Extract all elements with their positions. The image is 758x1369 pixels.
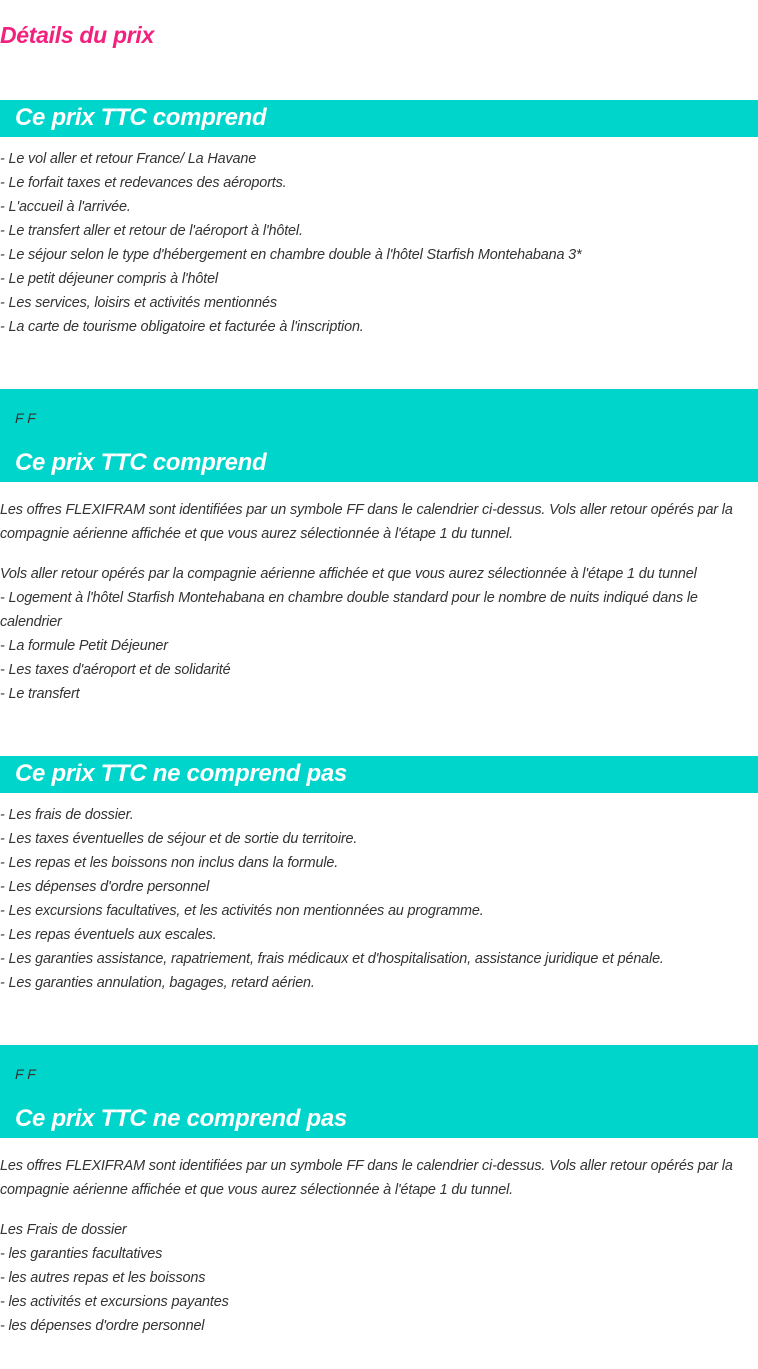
section-title: Ce prix TTC ne comprend pas: [15, 1105, 347, 1132]
list-item: - Le vol aller et retour France/ La Havane: [0, 151, 257, 167]
ff-includes-text: [0, 498, 740, 706]
list-item: - Les repas éventuels aux escales.: [0, 927, 217, 943]
ff-code-label: F F: [15, 410, 36, 426]
ff-code-label: F F: [15, 1066, 36, 1082]
list-item: - Les dépenses d'ordre personnel: [0, 879, 210, 895]
list-item: - Le transfert aller et retour de l'aéroport à l'hôtel.: [0, 223, 303, 239]
ff-excludes-text: [0, 1154, 740, 1338]
section-title: Ce prix TTC ne comprend pas: [15, 760, 347, 787]
page-title: Détails du prix: [0, 22, 154, 48]
section-header-ff-includes: [0, 389, 758, 482]
section-title: Ce prix TTC comprend: [15, 449, 267, 476]
list-item: - Les excursions facultatives, et les activités non mentionnées au programme.: [0, 903, 484, 919]
list-item: - Les garanties annulation, bagages, retard aérien.: [0, 975, 315, 991]
list-item: - Les frais de dossier.: [0, 807, 134, 823]
list-item: - La formule Petit Déjeuner: [0, 638, 168, 654]
list-item: - Les taxes d'aéroport et de solidarité: [0, 662, 231, 678]
ff-intro-paragraph: Les offres FLEXIFRAM sont identifiées par un symbole FF dans le calendrier ci-dessus. Vols aller retour opérés par la compagnie aérienne affichée et que vous aurez sélectionnée à l'étape 1 du tunnel.: [0, 1158, 733, 1198]
ff-intro-paragraph: Les offres FLEXIFRAM sont identifiées par un symbole FF dans le calendrier ci-dessus. Vols aller retour opérés par la compagnie aérienne affichée et que vous aurez sélectionnée à l'étape 1 du tunnel.: [0, 502, 733, 542]
list-item: - Les garanties assistance, rapatriement, frais médicaux et d'hospitalisation, assistance juridique et pénale.: [0, 951, 664, 967]
list-item: - les garanties facultatives: [0, 1246, 163, 1262]
list-item: - les dépenses d'ordre personnel: [0, 1318, 205, 1334]
section-title: Ce prix TTC comprend: [15, 104, 267, 131]
list-item: - La carte de tourisme obligatoire et facturée à l'inscription.: [0, 319, 364, 335]
list-item: - L'accueil à l'arrivée.: [0, 199, 131, 215]
section-header-ff-excludes: [0, 1045, 758, 1138]
list-item: - les activités et excursions payantes: [0, 1294, 229, 1310]
excludes-list: [0, 803, 740, 995]
list-item: - Logement à l'hôtel Starfish Montehabana en chambre double standard pour le nombre de nuits indiqué dans le calendrier: [0, 590, 698, 630]
list-item: - Le séjour selon le type d'hébergement en chambre double à l'hôtel Starfish Montehabana 3*: [0, 247, 582, 263]
list-item: - Le transfert: [0, 686, 80, 702]
list-item: Les Frais de dossier: [0, 1222, 127, 1238]
list-item: Vols aller retour opérés par la compagnie aérienne affichée et que vous aurez sélectionnée à l'étape 1 du tunnel: [0, 566, 697, 582]
list-item: - Le forfait taxes et redevances des aéroports.: [0, 175, 287, 191]
section-header-includes: [0, 100, 758, 137]
list-item: - Les taxes éventuelles de séjour et de sortie du territoire.: [0, 831, 358, 847]
list-item: - Le petit déjeuner compris à l'hôtel: [0, 271, 218, 287]
list-item: - les autres repas et les boissons: [0, 1270, 206, 1286]
list-item: - Les services, loisirs et activités mentionnés: [0, 295, 277, 311]
includes-list: [0, 147, 740, 339]
list-item: - Les repas et les boissons non inclus dans la formule.: [0, 855, 339, 871]
section-header-excludes: [0, 756, 758, 793]
